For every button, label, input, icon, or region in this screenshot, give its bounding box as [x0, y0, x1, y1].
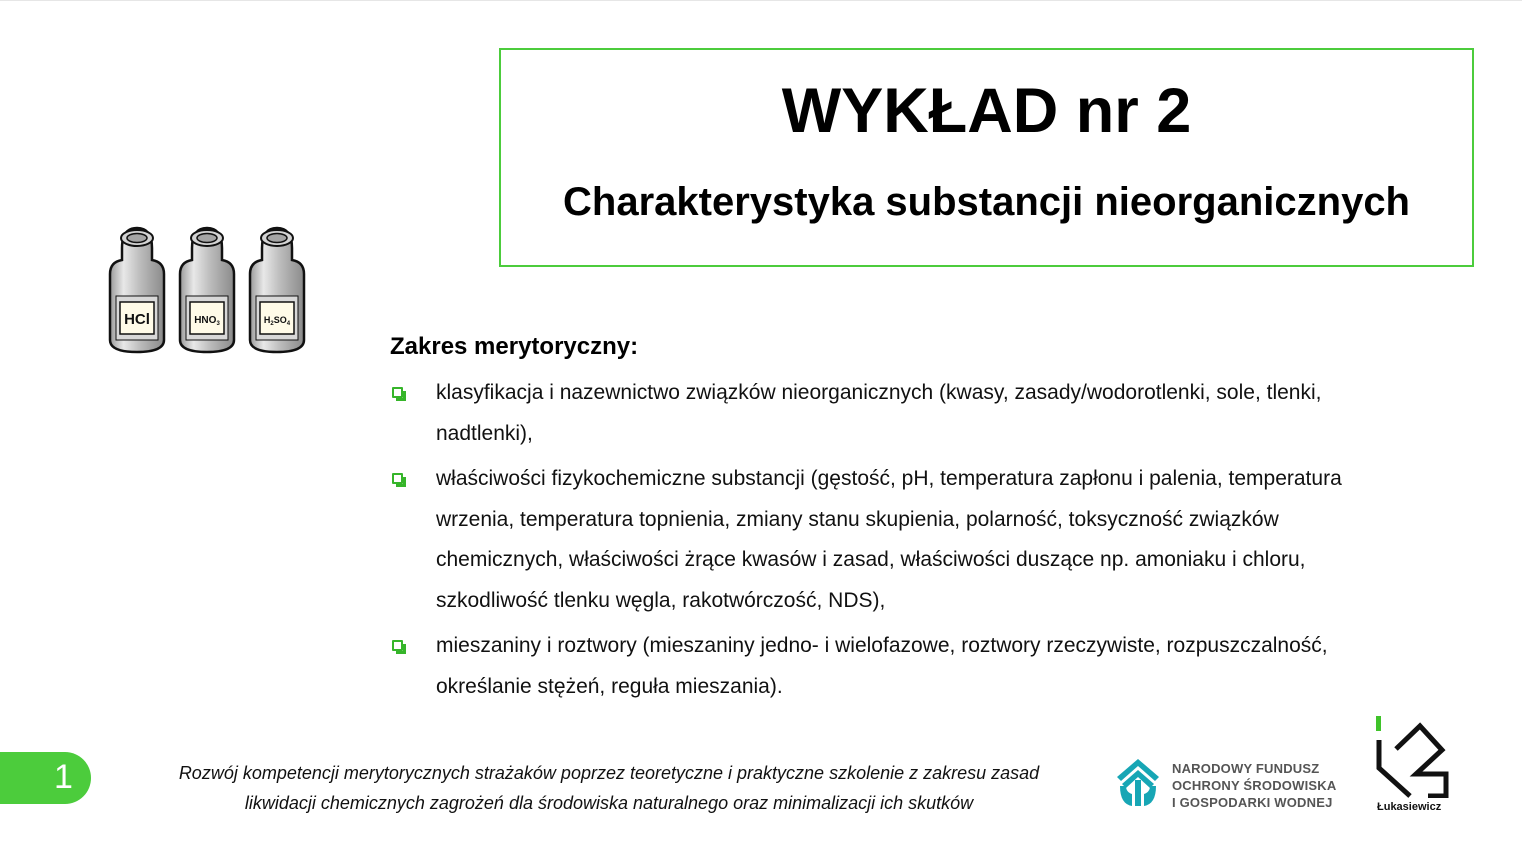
page-number-badge [0, 752, 91, 804]
footer-line-1: Rozwój kompetencji merytorycznych strażaków poprzez teoretyczne i praktyczne szkolenie z zakresu zasad [178, 763, 1040, 783]
title-box [499, 48, 1474, 267]
list-item-text: właściwości fizykochemiczne substancji (gęstość, pH, temperatura zapłonu i palenia, temperatura wrzenia, temperatura topnienia, zmiany stanu skupienia, polarność, toksyczność związków chemicznych, właściwości żrące kwasów i zasad, właściwości duszące np. amoniaku i chloru, szkodliwość tlenku węgla, rakotwórczość, NDS), [436, 467, 1342, 612]
label-hcl: HCl [124, 311, 150, 328]
list-item [388, 459, 1348, 621]
label-h2so4: $H_2SO_4$ [263, 315, 291, 327]
list-item [388, 373, 1348, 454]
lukasiewicz-logo-text: Łukasiewicz [1377, 801, 1442, 813]
lukasiewicz-logo-icon [1372, 714, 1454, 798]
scope-heading: Zakres merytoryczny: [390, 333, 639, 360]
bottle-h2so4 [250, 228, 304, 352]
bottle-hcl [110, 228, 164, 352]
checkbox-bullet-icon [392, 640, 403, 651]
nfosigw-logo-icon [1114, 756, 1162, 808]
slide-subtitle: Charakterystyka substancji nieorganicznych [563, 180, 1410, 224]
checkbox-bullet-icon [392, 473, 403, 484]
chemical-bottles-illustration [100, 222, 320, 358]
nfosigw-logo-text: NARODOWY FUNDUSZ OCHRONY ŚRODOWISKA I GOSPODARKI WODNEJ [1172, 761, 1337, 810]
footer-project-description [140, 758, 1078, 818]
scope-list [388, 373, 1348, 712]
checkbox-bullet-icon [392, 387, 403, 398]
bottle-hno3 [180, 228, 234, 352]
label-hno3: $HNO_3$ [194, 315, 220, 327]
footer-line-2: likwidacji chemicznych zagrożeń dla środowiska naturalnego oraz minimalizacji ich skutków [244, 793, 974, 813]
page-number: 1 [54, 758, 73, 796]
list-item-text: klasyfikacja i nazewnictwo związków nieorganicznych (kwasy, zasady/wodorotlenki, sole, tlenki, nadtlenki), [436, 381, 1322, 445]
list-item-text: mieszaniny i roztwory (mieszaniny jedno- i wielofazowe, roztwory rzeczywiste, rozpuszczalność, określanie stężeń, reguła mieszania). [436, 634, 1328, 698]
top-divider [0, 0, 1522, 1]
slide-title: WYKŁAD nr 2 [781, 76, 1192, 146]
list-item [388, 626, 1348, 707]
